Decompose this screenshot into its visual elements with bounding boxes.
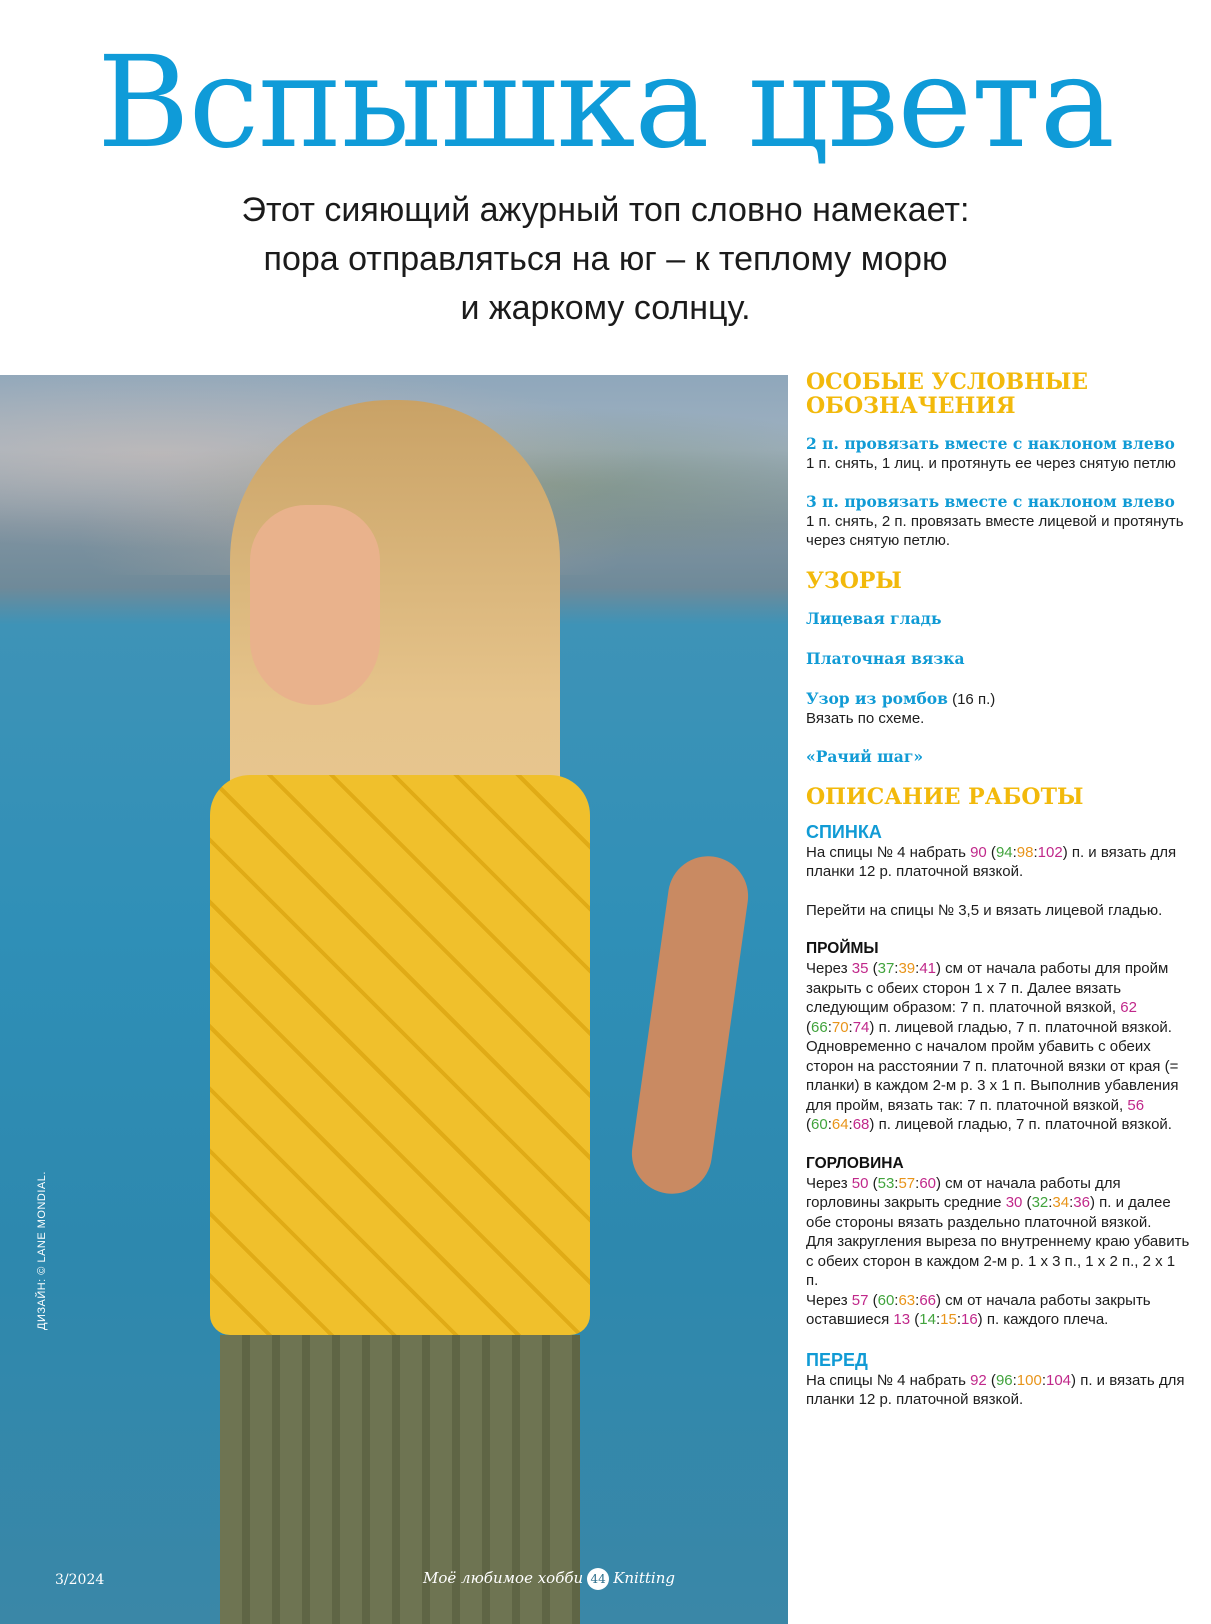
pattern-garter: Платочная вязка xyxy=(806,648,965,668)
armholes-heading: ПРОЙМЫ xyxy=(806,940,879,957)
special-abbreviations-heading: ОСОБЫЕ УСЛОВНЫЕ ОБОЗНАЧЕНИЯ xyxy=(806,369,1089,419)
design-credit: ДИЗАЙН: © LANE MONDIAL. xyxy=(36,1171,48,1330)
special-item xyxy=(806,434,1191,474)
armholes-text: Через 35 (37:39:41) см от начала работы для пройм закрыть с обеих сторон 1 х 7 п. Далее вязать следующим образом: 7 п. платочной вязкой, 62 (66:70:74) п. лицевой гладью, 7 п. платочной вязкой. Одновременно с началом пройм убавить с обеих сторон на расстоянии 7 п. платочной вязки от края (= планки) в каждом 2-м р. 3 х 1 п. Выполнив убавления для пройм, вязать так: 7 п. платочной вязкой, 56 (60:64:68) п. лицевой гладью, 7 п. платочной вязкой. xyxy=(806,960,1179,1133)
pattern-diamonds-title: Узор из ромбов xyxy=(806,688,948,708)
special-item-title: 3 п. провязать вместе с наклоном влево xyxy=(806,491,1175,511)
special-item-text: 1 п. снять, 1 лиц. и протянуть ее через снятую петлю xyxy=(806,455,1176,472)
neckline-heading: ГОРЛОВИНА xyxy=(806,1154,904,1172)
subtitle-line: и жаркому солнцу. xyxy=(460,289,751,327)
pattern-stockinette: Лицевая гладь xyxy=(806,608,942,628)
back-cast-on: На спицы № 4 набрать 90 (94:98:102) п. и вязать для планки 12 р. платочной вязкой. xyxy=(806,843,1177,880)
model-photo xyxy=(0,375,788,1624)
magazine-name: Моё любимое хобби xyxy=(423,1569,584,1587)
special-item xyxy=(806,492,1191,551)
neckline-text-3: Через 57 (60:63:66) см от начала работы закрыть оставшиеся 13 (14:15:16) п. каждого плеча. xyxy=(806,1291,1151,1328)
neckline-text-2: Для закругления выреза по внутреннему краю убавить с обеих сторон в каждом 2-м р. 1 х 3 п., 1 х 2 п., 2 х 1 п. xyxy=(806,1233,1190,1289)
photo-yellow-top xyxy=(210,775,590,1335)
magazine-brand: Knitting xyxy=(613,1569,675,1587)
special-item-text: 1 п. снять, 2 п. провязать вместе лицевой и протянуть через снятую петлю. xyxy=(806,512,1184,549)
issue-number: 3/2024 xyxy=(55,1572,105,1588)
front-cast-on: На спицы № 4 набрать 92 (96:100:104) п. и вязать для планки 12 р. платочной вязкой. xyxy=(806,1371,1185,1408)
subtitle-line: Этот сияющий ажурный топ словно намекает: xyxy=(241,191,970,229)
article-title: Вспышка цвета xyxy=(97,29,1114,176)
pattern-crab-stitch: «Рачий шаг» xyxy=(806,746,924,766)
pattern-diamonds-count: (16 п.) xyxy=(952,690,996,708)
special-item-title: 2 п. провязать вместе с наклоном влево xyxy=(806,434,1175,453)
page-number: 44 xyxy=(587,1568,609,1590)
front-heading: ПЕРЕД xyxy=(806,1349,868,1370)
pattern-diamonds-text: Вязать по схеме. xyxy=(806,710,925,727)
photo-face xyxy=(250,505,380,705)
work-description-heading: ОПИСАНИЕ РАБОТЫ xyxy=(806,783,1084,810)
instructions-column xyxy=(806,370,1191,1410)
back-body: Перейти на спицы № 3,5 и вязать лицевой гладью. xyxy=(806,901,1163,919)
back-heading: СПИНКА xyxy=(806,821,882,842)
photo-arm xyxy=(627,851,754,1199)
magazine-footer xyxy=(423,1568,675,1590)
patterns-heading: УЗОРЫ xyxy=(806,567,902,594)
neckline-text-1: Через 50 (53:57:60) см от начала работы для горловины закрыть средние 30 (32:34:36) п. и далее обе стороны вязать раздельно платочной вязкой. xyxy=(806,1174,1171,1231)
article-subtitle xyxy=(150,186,1061,333)
subtitle-line: пора отправляться на юг – к теплому морю xyxy=(263,240,948,278)
pattern-diamonds xyxy=(806,689,1191,729)
